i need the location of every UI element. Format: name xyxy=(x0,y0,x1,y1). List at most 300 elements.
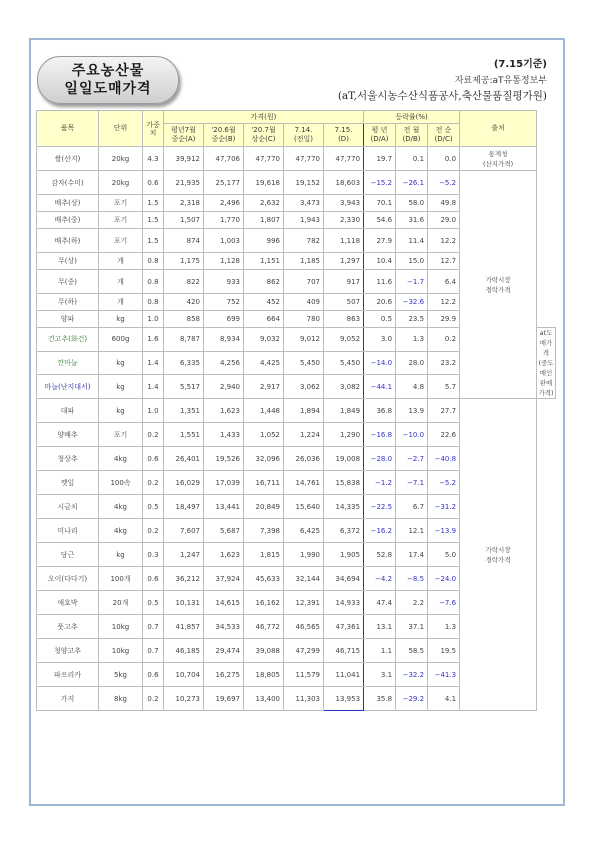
cell-rate-db: 4.8 xyxy=(396,375,428,399)
cell-price-a: 874 xyxy=(164,229,204,253)
price-table xyxy=(36,110,556,711)
cell-price-b: 16,275 xyxy=(204,663,244,687)
cell-price-c: 45,633 xyxy=(244,567,284,591)
cell-price-prev: 11,303 xyxy=(284,687,324,711)
cell-price-a: 7,607 xyxy=(164,519,204,543)
cell-weight: 0.2 xyxy=(143,687,164,711)
cell-rate-db: 15.0 xyxy=(396,253,428,270)
cell-price-b: 1,623 xyxy=(204,399,244,423)
cell-price-a: 1,175 xyxy=(164,253,204,270)
cell-price-a: 858 xyxy=(164,311,204,328)
cell-price-c: 1,807 xyxy=(244,212,284,229)
cell-price-prev: 1,943 xyxy=(284,212,324,229)
cell-rate-da: −28.0 xyxy=(364,447,396,471)
cell-price-c: 1,815 xyxy=(244,543,284,567)
cell-rate-dc: 1.3 xyxy=(428,615,460,639)
cell-rate-dc: 19.5 xyxy=(428,639,460,663)
cell-price-c: 20,849 xyxy=(244,495,284,519)
cell-rate-da: −16.8 xyxy=(364,423,396,447)
cell-item: 마늘(난지대서) xyxy=(37,375,99,399)
cell-price-c: 7,398 xyxy=(244,519,284,543)
cell-unit: 20개 xyxy=(99,591,143,615)
cell-price-d: 3,082 xyxy=(324,375,364,399)
cell-rate-db: 0.1 xyxy=(396,147,428,171)
cell-price-d: 863 xyxy=(324,311,364,328)
cell-rate-da: 52.8 xyxy=(364,543,396,567)
cell-item: 깐마늘 xyxy=(37,351,99,375)
cell-price-d: 917 xyxy=(324,270,364,294)
cell-unit: 개 xyxy=(99,294,143,311)
cell-price-a: 46,185 xyxy=(164,639,204,663)
cell-price-d: 1,290 xyxy=(324,423,364,447)
cell-rate-db: 17.4 xyxy=(396,543,428,567)
cell-rate-da: 47.4 xyxy=(364,591,396,615)
cell-price-d: 15,838 xyxy=(324,471,364,495)
cell-price-c: 862 xyxy=(244,270,284,294)
cell-rate-dc: 6.4 xyxy=(428,270,460,294)
header-rate-da: 평 년 (D/A) xyxy=(364,124,396,147)
cell-item: 미나리 xyxy=(37,519,99,543)
cell-rate-da: −16.2 xyxy=(364,519,396,543)
cell-price-a: 6,335 xyxy=(164,351,204,375)
cell-price-c: 9,032 xyxy=(244,328,284,352)
cell-weight: 0.6 xyxy=(143,171,164,195)
cell-price-prev: 1,224 xyxy=(284,423,324,447)
cell-price-c: 1,448 xyxy=(244,399,284,423)
cell-price-prev: 409 xyxy=(284,294,324,311)
header-unit: 단위 xyxy=(99,111,143,147)
cell-unit: 포기 xyxy=(99,423,143,447)
cell-item: 풋고추 xyxy=(37,615,99,639)
cell-rate-da: 35.8 xyxy=(364,687,396,711)
cell-price-d: 47,770 xyxy=(324,147,364,171)
cell-price-d: 1,905 xyxy=(324,543,364,567)
cell-rate-db: −32.2 xyxy=(396,663,428,687)
header-rate-dc: 전 순 (D/C) xyxy=(428,124,460,147)
cell-rate-db: 11.4 xyxy=(396,229,428,253)
cell-price-c: 2,917 xyxy=(244,375,284,399)
cell-rate-dc: 5.7 xyxy=(428,375,460,399)
cell-unit: 포기 xyxy=(99,212,143,229)
cell-source: 가락시장 경락가격 xyxy=(460,399,537,711)
cell-price-b: 5,687 xyxy=(204,519,244,543)
cell-price-c: 19,618 xyxy=(244,171,284,195)
cell-price-d: 2,330 xyxy=(324,212,364,229)
cell-price-b: 37,924 xyxy=(204,567,244,591)
cell-price-a: 18,497 xyxy=(164,495,204,519)
cell-item: 배추(중) xyxy=(37,212,99,229)
cell-weight: 1.4 xyxy=(143,351,164,375)
cell-rate-da: 3.0 xyxy=(364,328,396,352)
cell-price-c: 1,151 xyxy=(244,253,284,270)
cell-price-d: 46,715 xyxy=(324,639,364,663)
cell-rate-da: 3.1 xyxy=(364,663,396,687)
cell-rate-da: −4.2 xyxy=(364,567,396,591)
cell-price-d: 18,603 xyxy=(324,171,364,195)
cell-price-b: 2,496 xyxy=(204,195,244,212)
cell-unit: 포기 xyxy=(99,195,143,212)
cell-rate-db: −2.7 xyxy=(396,447,428,471)
cell-rate-dc: −31.2 xyxy=(428,495,460,519)
cell-rate-db: 37.1 xyxy=(396,615,428,639)
cell-weight: 1.5 xyxy=(143,229,164,253)
cell-price-c: 996 xyxy=(244,229,284,253)
cell-rate-db: −1.7 xyxy=(396,270,428,294)
cell-unit: 100개 xyxy=(99,567,143,591)
cell-source: 통계청 (산지가격) xyxy=(460,147,537,171)
cell-weight: 0.6 xyxy=(143,447,164,471)
cell-item: 무(중) xyxy=(37,270,99,294)
cell-weight: 1.6 xyxy=(143,328,164,352)
cell-weight: 0.8 xyxy=(143,270,164,294)
cell-price-a: 39,912 xyxy=(164,147,204,171)
cell-price-a: 21,935 xyxy=(164,171,204,195)
cell-source: 가락시장 경락가격 xyxy=(460,171,537,399)
cell-price-c: 664 xyxy=(244,311,284,328)
cell-weight: 0.8 xyxy=(143,294,164,311)
cell-unit: 20kg xyxy=(99,147,143,171)
cell-item: 양배추 xyxy=(37,423,99,447)
cell-price-d: 507 xyxy=(324,294,364,311)
cell-unit: 100속 xyxy=(99,471,143,495)
cell-price-d: 19,008 xyxy=(324,447,364,471)
cell-price-prev: 707 xyxy=(284,270,324,294)
cell-unit: kg xyxy=(99,311,143,328)
cell-price-a: 822 xyxy=(164,270,204,294)
cell-price-d: 1,297 xyxy=(324,253,364,270)
cell-price-prev: 15,640 xyxy=(284,495,324,519)
cell-weight: 0.3 xyxy=(143,543,164,567)
cell-price-b: 25,177 xyxy=(204,171,244,195)
cell-price-a: 16,029 xyxy=(164,471,204,495)
cell-price-b: 13,441 xyxy=(204,495,244,519)
cell-weight: 0.6 xyxy=(143,663,164,687)
cell-rate-da: 70.1 xyxy=(364,195,396,212)
cell-rate-db: 1.3 xyxy=(396,328,428,352)
cell-price-b: 29,474 xyxy=(204,639,244,663)
header-item: 품목 xyxy=(37,111,99,147)
cell-price-c: 32,096 xyxy=(244,447,284,471)
cell-weight: 1.0 xyxy=(143,311,164,328)
cell-price-b: 14,615 xyxy=(204,591,244,615)
cell-weight: 0.2 xyxy=(143,519,164,543)
cell-rate-dc: 12.7 xyxy=(428,253,460,270)
cell-rate-da: 20.6 xyxy=(364,294,396,311)
cell-price-d: 6,372 xyxy=(324,519,364,543)
title-line-1: 주요농산물 xyxy=(71,63,145,79)
cell-item: 무(하) xyxy=(37,294,99,311)
cell-price-a: 36,212 xyxy=(164,567,204,591)
cell-item: 깻잎 xyxy=(37,471,99,495)
data-sources: (aT,서울시농수산식품공사,축산물품질평가원) xyxy=(337,90,547,102)
cell-rate-da: 11.6 xyxy=(364,270,396,294)
cell-rate-dc: 12.2 xyxy=(428,294,460,311)
cell-rate-dc: 29.9 xyxy=(428,311,460,328)
table-row xyxy=(37,147,556,171)
cell-price-d: 47,361 xyxy=(324,615,364,639)
cell-item: 건고추(화건) xyxy=(37,328,99,352)
cell-unit: 4kg xyxy=(99,495,143,519)
cell-unit: 8kg xyxy=(99,687,143,711)
cell-weight: 0.5 xyxy=(143,591,164,615)
cell-unit: kg xyxy=(99,543,143,567)
cell-price-prev: 32,144 xyxy=(284,567,324,591)
cell-rate-da: 0.5 xyxy=(364,311,396,328)
cell-price-prev: 6,425 xyxy=(284,519,324,543)
cell-price-a: 5,517 xyxy=(164,375,204,399)
cell-rate-db: 12.1 xyxy=(396,519,428,543)
cell-price-b: 699 xyxy=(204,311,244,328)
cell-price-b: 19,526 xyxy=(204,447,244,471)
cell-price-a: 420 xyxy=(164,294,204,311)
cell-rate-dc: −5.2 xyxy=(428,171,460,195)
cell-rate-db: −7.1 xyxy=(396,471,428,495)
cell-price-c: 46,772 xyxy=(244,615,284,639)
cell-price-b: 752 xyxy=(204,294,244,311)
cell-weight: 4.3 xyxy=(143,147,164,171)
cell-price-a: 1,247 xyxy=(164,543,204,567)
cell-price-c: 452 xyxy=(244,294,284,311)
cell-rate-db: 2.2 xyxy=(396,591,428,615)
cell-rate-db: 6.7 xyxy=(396,495,428,519)
price-table-body xyxy=(37,147,556,711)
cell-item: 당근 xyxy=(37,543,99,567)
cell-price-c: 13,400 xyxy=(244,687,284,711)
cell-rate-db: −32.6 xyxy=(396,294,428,311)
cell-price-d: 14,335 xyxy=(324,495,364,519)
cell-rate-dc: 27.7 xyxy=(428,399,460,423)
cell-rate-dc: 12.2 xyxy=(428,229,460,253)
cell-price-c: 16,711 xyxy=(244,471,284,495)
cell-item: 무(상) xyxy=(37,253,99,270)
data-provider: 자료제공:aT유통정보부 xyxy=(454,76,547,86)
cell-price-a: 26,401 xyxy=(164,447,204,471)
cell-price-a: 10,131 xyxy=(164,591,204,615)
cell-rate-da: −1.2 xyxy=(364,471,396,495)
cell-price-a: 8,787 xyxy=(164,328,204,352)
header-rate-group: 등락률(%) xyxy=(364,111,460,124)
title-line-2: 일일도매가격 xyxy=(64,81,152,97)
cell-rate-da: 13.1 xyxy=(364,615,396,639)
cell-price-c: 2,632 xyxy=(244,195,284,212)
cell-price-b: 34,533 xyxy=(204,615,244,639)
cell-rate-dc: −41.3 xyxy=(428,663,460,687)
cell-price-prev: 5,450 xyxy=(284,351,324,375)
cell-price-prev: 1,185 xyxy=(284,253,324,270)
header-source: 출처 xyxy=(460,111,537,147)
cell-rate-da: 10.4 xyxy=(364,253,396,270)
cell-price-prev: 782 xyxy=(284,229,324,253)
cell-rate-dc: −40.8 xyxy=(428,447,460,471)
cell-item: 양파 xyxy=(37,311,99,328)
cell-unit: 개 xyxy=(99,253,143,270)
header-price-group: 가격(원) xyxy=(164,111,364,124)
cell-price-prev: 46,565 xyxy=(284,615,324,639)
cell-rate-db: 58.5 xyxy=(396,639,428,663)
cell-price-prev: 12,391 xyxy=(284,591,324,615)
cell-price-prev: 11,579 xyxy=(284,663,324,687)
cell-weight: 0.2 xyxy=(143,423,164,447)
header-price-b: '20.6월 중순(B) xyxy=(204,124,244,147)
cell-rate-dc: 49.8 xyxy=(428,195,460,212)
cell-price-d: 5,450 xyxy=(324,351,364,375)
cell-price-d: 1,849 xyxy=(324,399,364,423)
cell-price-a: 1,351 xyxy=(164,399,204,423)
header-price-prev: 7.14. (전일) xyxy=(284,124,324,147)
date-reference: (7.15기준) xyxy=(493,59,547,70)
cell-weight: 0.5 xyxy=(143,495,164,519)
cell-rate-db: −8.5 xyxy=(396,567,428,591)
cell-item: 배추(하) xyxy=(37,229,99,253)
cell-price-a: 10,273 xyxy=(164,687,204,711)
cell-weight: 1.5 xyxy=(143,212,164,229)
cell-rate-dc: 23.2 xyxy=(428,351,460,375)
cell-rate-dc: 5.0 xyxy=(428,543,460,567)
cell-price-prev: 3,062 xyxy=(284,375,324,399)
cell-item: 가지 xyxy=(37,687,99,711)
cell-source: at도매가격 (중도매인판매가격) xyxy=(538,329,554,397)
cell-price-prev: 3,473 xyxy=(284,195,324,212)
cell-unit: 4kg xyxy=(99,519,143,543)
header-price-a: 평년7월 중순(A) xyxy=(164,124,204,147)
cell-item: 청상추 xyxy=(37,447,99,471)
cell-price-b: 2,940 xyxy=(204,375,244,399)
cell-rate-dc: 4.1 xyxy=(428,687,460,711)
cell-item: 대파 xyxy=(37,399,99,423)
cell-weight: 1.4 xyxy=(143,375,164,399)
cell-price-prev: 1,894 xyxy=(284,399,324,423)
cell-item: 쌀(산지) xyxy=(37,147,99,171)
cell-weight: 0.7 xyxy=(143,615,164,639)
cell-weight: 1.5 xyxy=(143,195,164,212)
header-weight: 가중치 xyxy=(143,111,164,147)
cell-weight: 0.6 xyxy=(143,567,164,591)
cell-price-d: 14,933 xyxy=(324,591,364,615)
cell-price-c: 4,425 xyxy=(244,351,284,375)
cell-rate-da: 54.6 xyxy=(364,212,396,229)
cell-unit: kg xyxy=(99,399,143,423)
cell-price-b: 19,697 xyxy=(204,687,244,711)
cell-rate-dc: −13.9 xyxy=(428,519,460,543)
cell-unit: 10kg xyxy=(99,615,143,639)
cell-rate-db: 58.0 xyxy=(396,195,428,212)
cell-price-b: 1,128 xyxy=(204,253,244,270)
cell-price-b: 1,623 xyxy=(204,543,244,567)
cell-rate-db: −10.0 xyxy=(396,423,428,447)
cell-price-a: 1,507 xyxy=(164,212,204,229)
cell-item: 감자(수미) xyxy=(37,171,99,195)
cell-price-prev: 47,770 xyxy=(284,147,324,171)
cell-price-b: 8,934 xyxy=(204,328,244,352)
cell-unit: 개 xyxy=(99,270,143,294)
cell-rate-db: 23.5 xyxy=(396,311,428,328)
cell-price-a: 41,857 xyxy=(164,615,204,639)
cell-rate-da: −15.2 xyxy=(364,171,396,195)
cell-rate-dc: 29.0 xyxy=(428,212,460,229)
cell-rate-dc: −5.2 xyxy=(428,471,460,495)
cell-unit: 600g xyxy=(99,328,143,352)
cell-price-prev: 26,036 xyxy=(284,447,324,471)
cell-price-d: 34,694 xyxy=(324,567,364,591)
cell-rate-da: 36.8 xyxy=(364,399,396,423)
cell-rate-da: −14.0 xyxy=(364,351,396,375)
cell-rate-dc: 0.2 xyxy=(428,328,460,352)
cell-unit: kg xyxy=(99,351,143,375)
table-row xyxy=(37,171,556,195)
cell-weight: 0.7 xyxy=(143,639,164,663)
cell-unit: 10kg xyxy=(99,639,143,663)
cell-price-c: 39,088 xyxy=(244,639,284,663)
cell-price-d: 11,041 xyxy=(324,663,364,687)
cell-item: 오이(다다기) xyxy=(37,567,99,591)
cell-item: 애호박 xyxy=(37,591,99,615)
cell-unit: 포기 xyxy=(99,229,143,253)
cell-price-a: 2,318 xyxy=(164,195,204,212)
cell-price-b: 1,770 xyxy=(204,212,244,229)
cell-price-prev: 19,152 xyxy=(284,171,324,195)
cell-price-prev: 14,761 xyxy=(284,471,324,495)
cell-weight: 0.2 xyxy=(143,471,164,495)
cell-price-a: 1,551 xyxy=(164,423,204,447)
cell-price-prev: 1,990 xyxy=(284,543,324,567)
cell-rate-da: 27.9 xyxy=(364,229,396,253)
cell-unit: 20kg xyxy=(99,171,143,195)
cell-price-prev: 9,012 xyxy=(284,328,324,352)
header-rate-db: 전 월 (D/B) xyxy=(396,124,428,147)
cell-item: 청양고추 xyxy=(37,639,99,663)
header-price-c: '20.7월 상순(C) xyxy=(244,124,284,147)
cell-price-d: 1,118 xyxy=(324,229,364,253)
cell-unit: 5kg xyxy=(99,663,143,687)
cell-unit: kg xyxy=(99,375,143,399)
table-row xyxy=(37,399,556,423)
cell-price-b: 1,003 xyxy=(204,229,244,253)
cell-price-d: 13,953 xyxy=(324,687,364,711)
cell-rate-db: 31.6 xyxy=(396,212,428,229)
cell-item: 배추(상) xyxy=(37,195,99,212)
cell-price-prev: 780 xyxy=(284,311,324,328)
cell-weight: 1.0 xyxy=(143,399,164,423)
cell-rate-db: −29.2 xyxy=(396,687,428,711)
cell-price-b: 1,433 xyxy=(204,423,244,447)
cell-price-c: 16,162 xyxy=(244,591,284,615)
header-price-d: 7.15. (D) xyxy=(324,124,364,147)
cell-price-c: 47,770 xyxy=(244,147,284,171)
cell-rate-db: 28.0 xyxy=(396,351,428,375)
cell-rate-da: −44.1 xyxy=(364,375,396,399)
cell-rate-db: 13.9 xyxy=(396,399,428,423)
cell-rate-dc: −24.0 xyxy=(428,567,460,591)
cell-price-prev: 47,299 xyxy=(284,639,324,663)
cell-price-c: 18,805 xyxy=(244,663,284,687)
cell-rate-da: −22.5 xyxy=(364,495,396,519)
cell-rate-da: 19.7 xyxy=(364,147,396,171)
cell-rate-db: −26.1 xyxy=(396,171,428,195)
cell-price-b: 933 xyxy=(204,270,244,294)
cell-price-d: 9,052 xyxy=(324,328,364,352)
cell-rate-dc: 0.0 xyxy=(428,147,460,171)
cell-price-b: 17,039 xyxy=(204,471,244,495)
cell-rate-da: 1.1 xyxy=(364,639,396,663)
cell-item: 시금치 xyxy=(37,495,99,519)
cell-price-b: 47,706 xyxy=(204,147,244,171)
title-badge xyxy=(37,56,179,104)
cell-price-a: 10,704 xyxy=(164,663,204,687)
cell-item: 파프리카 xyxy=(37,663,99,687)
cell-rate-dc: −7.6 xyxy=(428,591,460,615)
cell-price-c: 1,052 xyxy=(244,423,284,447)
cell-price-d: 3,943 xyxy=(324,195,364,212)
